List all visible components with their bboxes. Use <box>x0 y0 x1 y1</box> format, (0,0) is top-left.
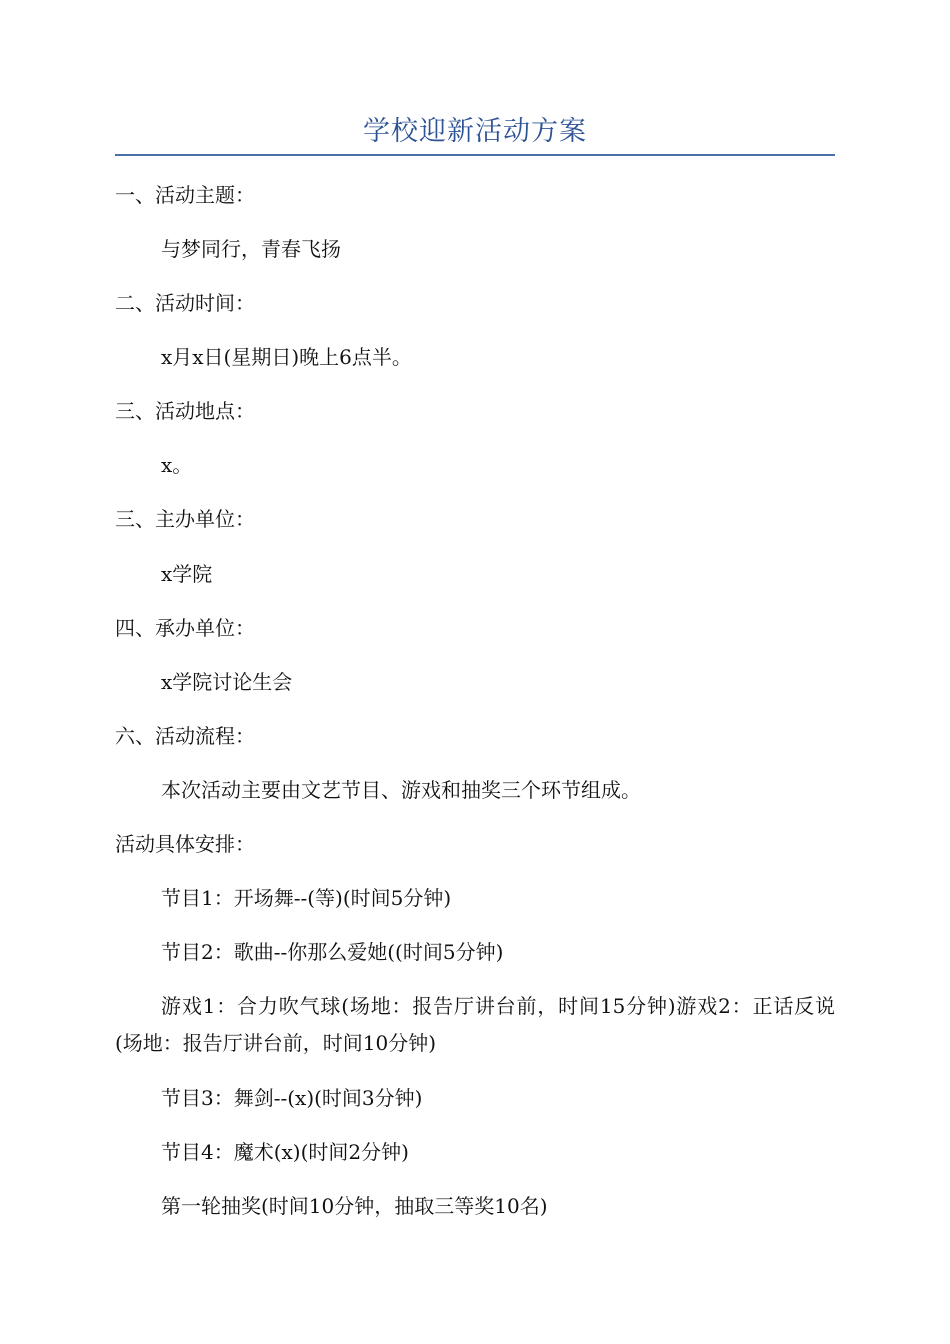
section-heading-host: 四、承办单位： <box>115 616 255 640</box>
title-underline <box>115 154 835 156</box>
section-heading-theme: 一、活动主题： <box>115 183 255 207</box>
schedule-heading: 活动具体安排： <box>115 832 255 856</box>
location-text: x。 <box>161 453 193 477</box>
theme-text: 与梦同行，青春飞扬 <box>161 237 341 261</box>
document-title: 学校迎新活动方案 <box>363 116 587 147</box>
schedule-item-1: 节目1：开场舞--(等)(时间5分钟) <box>161 886 452 910</box>
section-heading-location: 三、活动地点： <box>115 399 255 423</box>
time-text: x月x日(星期日)晚上6点半。 <box>161 345 412 369</box>
organizer-text: x学院 <box>161 562 213 586</box>
section-heading-time: 二、活动时间： <box>115 291 255 315</box>
schedule-item-4: 节目4：魔术(x)(时间2分钟) <box>161 1140 409 1164</box>
schedule-games: 游戏1：合力吹气球(场地：报告厅讲台前，时间15分钟)游戏2：正话反说(场地：报告厅讲台前，时间10分钟) <box>115 994 835 1055</box>
schedule-item-2: 节目2：歌曲--你那么爱她((时间5分钟) <box>161 940 504 964</box>
schedule-lottery-1: 第一轮抽奖(时间10分钟，抽取三等奖10名) <box>161 1194 548 1218</box>
schedule-item-3: 节目3：舞剑--(x)(时间3分钟) <box>161 1086 423 1110</box>
section-heading-process: 六、活动流程： <box>115 724 255 748</box>
host-text: x学院讨论生会 <box>161 670 293 694</box>
section-heading-organizer: 三、主办单位： <box>115 507 255 531</box>
process-summary: 本次活动主要由文艺节目、游戏和抽奖三个环节组成。 <box>161 778 641 802</box>
